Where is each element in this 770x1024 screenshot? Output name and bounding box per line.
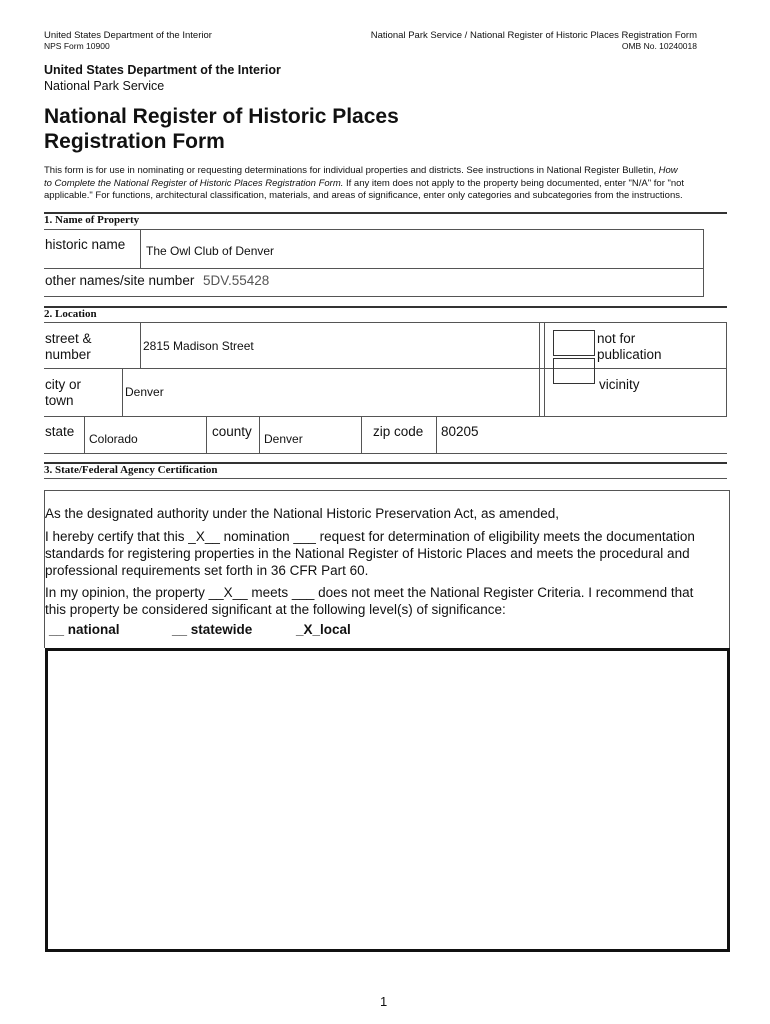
street-label-1: street & [45,331,92,346]
cert-line3: standards for registering properties in the National Register of Historic Places and meets the procedural and [45,546,690,561]
county-label: county [212,424,252,439]
s1-name-divider [140,229,141,269]
agency-department: United States Department of the Interior [44,63,281,77]
level-national[interactable]: __ national [49,622,120,637]
header-right-line1: National Park Service / National Register of Historic Places Registration Form [370,30,697,41]
s3-top-line [44,478,727,479]
s1-right-line [703,229,704,297]
section2-heading: 2. Location [44,308,97,320]
s1-bottom-line [44,296,704,297]
page-number: 1 [380,994,388,1009]
not-for-publication-label [597,331,662,363]
city-label [45,377,81,409]
level-local[interactable]: _X_local [296,622,351,637]
street-field[interactable]: 2815 Madison Street [143,339,254,353]
intro-paragraph [44,165,734,203]
county-field[interactable]: Denver [264,432,303,446]
s2-state-divider [84,416,85,453]
section3-heading: 3. State/Federal Agency Certification [44,464,218,476]
other-names-label: other names/site number [45,273,195,288]
s2-city-divider [122,368,123,416]
zip-field[interactable]: 80205 [441,424,479,439]
vicinity-label: vicinity [599,377,640,392]
city-label-2: town [45,393,74,408]
intro-line2b: If any item does not apply to the property being documented, enter "N/A" for "not [343,177,685,189]
s2-zip-divider-a [361,416,362,453]
intro-line3: applicable." For functions, architectural classification, materials, and areas of significance, enter only categories and subcategories from the instructions. [44,190,683,201]
not-for-pub-2: publication [597,347,662,362]
not-for-publication-checkbox[interactable] [553,330,595,356]
s2-street-divider [140,322,141,368]
cert-line2: I hereby certify that this _X__ nomination ___ request for determination of eligibility meets the documentation [45,529,695,544]
section2-rule [44,306,727,308]
cert-line6: this property be considered significant at the following level(s) of significance: [45,602,506,617]
zip-label: zip code [373,424,424,439]
state-label: state [45,424,75,439]
section1-heading: 1. Name of Property [44,214,140,226]
s2-top-line [44,322,727,323]
s2-divider-a [539,322,540,416]
city-field[interactable]: Denver [125,385,164,399]
historic-name-field[interactable]: The Owl Club of Denver [146,244,275,258]
state-field[interactable]: Colorado [89,432,138,446]
cert-line4: professional requirements set forth in 36 CFR Part 60. [45,563,369,578]
s2-right-line [726,322,727,416]
section1-rule [44,212,727,214]
signature-box[interactable] [45,648,730,952]
city-label-1: city or [45,377,82,392]
agency-service: National Park Service [44,79,165,93]
s2-zip-divider-b [436,416,437,453]
level-statewide[interactable]: __ statewide [172,622,253,637]
page-title [44,104,399,154]
s2-state-top-line [44,416,727,417]
s2-mid-line [44,368,727,369]
title-line1: National Register of Historic Places [44,105,399,128]
header-right-line2: OMB No. 10240018 [621,41,697,51]
intro-line1b: How [658,165,678,176]
other-names-field[interactable]: 5DV.55428 [203,273,270,288]
s2-county-divider-a [206,416,207,453]
s2-divider-b [544,322,545,416]
certification-text [45,505,729,618]
s1-mid-line [44,268,704,269]
s2-county-divider-b [259,416,260,453]
intro-line2a: to Complete the National Register of Historic Places Registration Form. [44,177,344,189]
cert-line1: As the designated authority under the National Historic Preservation Act, as amended, [45,506,560,521]
title-line2: Registration Form [44,130,225,153]
not-for-pub-1: not for [597,331,636,346]
historic-name-label: historic name [45,237,126,252]
cert-line5: In my opinion, the property __X__ meets ___ does not meet the National Register Criteria. I recommend that [45,585,694,600]
s2-bottom-line [44,453,727,454]
header-left-line2: NPS Form 10900 [44,41,110,51]
street-label-2: number [45,347,91,362]
vicinity-checkbox[interactable] [553,358,595,384]
s1-top-line [44,229,704,230]
street-label [45,331,92,363]
header-left-line1: United States Department of the Interior [44,30,212,41]
intro-line1a: This form is for use in nominating or requesting determinations for individual properties and districts. See instructions in National Register Bulletin, [44,165,659,176]
